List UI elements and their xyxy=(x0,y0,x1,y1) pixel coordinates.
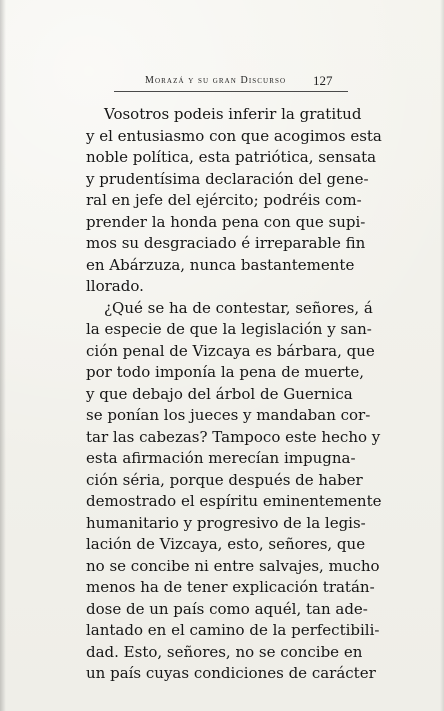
text-line: y el entusiasmo con que acogimos esta xyxy=(86,126,382,145)
text-line: demostrado el espíritu eminentemente xyxy=(86,492,382,510)
text-line: llorado. xyxy=(86,277,144,295)
page-binding-shadow xyxy=(0,0,6,711)
text-line: Vosotros podeis inferir la gratitud xyxy=(104,105,362,123)
text-line: noble política, esta patriótica, sensata xyxy=(86,148,377,166)
text-line: tar las cabezas? Tampoco este hecho y xyxy=(86,427,381,446)
body-text xyxy=(86,104,382,685)
text-line: ral en jefe del ejército; podréis com- xyxy=(86,191,362,209)
text-line: un país cuyas condiciones de carácter xyxy=(86,664,376,682)
text-line: y que debajo del árbol de Guernica xyxy=(86,384,353,403)
text-line: en Abárzuza, nunca bastantemente xyxy=(86,255,355,274)
text-line: lación de Vizcaya, esto, señores, que xyxy=(86,535,366,553)
text-line: dose de un país como aquél, tan ade- xyxy=(86,599,368,618)
text-line: ¿Qué se ha de contestar, señores, á xyxy=(104,298,373,317)
text-line: se ponían los jueces y mandaban cor- xyxy=(86,406,371,424)
running-title: Morazá y su gran Discurso xyxy=(145,75,287,86)
text-line: ción penal de Vizcaya es bárbara, que xyxy=(86,341,375,360)
text-line: por todo imponía la pena de muerte, xyxy=(86,363,365,381)
running-header xyxy=(130,73,350,91)
text-line: y prudentísima declaración del gene- xyxy=(86,169,369,188)
text-line: lantado en el camino de la perfectibili- xyxy=(86,621,380,639)
text-line: humanitario y progresivo de la legis- xyxy=(86,513,366,532)
text-line: ción séria, porque después de haber xyxy=(86,470,363,489)
text-line: dad. Esto, señores, no se concibe en xyxy=(86,642,363,661)
header-rule xyxy=(114,91,348,92)
text-line: la especie de que la legislación y san- xyxy=(86,320,372,338)
text-line: menos ha de tener explicación tratán- xyxy=(86,578,375,596)
text-line: no se concibe ni entre salvajes, mucho xyxy=(86,556,380,575)
page-number: 127 xyxy=(313,73,333,88)
text-line: mos su desgraciado é irreparable fin xyxy=(86,234,366,252)
page-edge-shadow xyxy=(440,0,444,711)
text-line: esta afirmación merecían impugna- xyxy=(86,449,356,467)
text-line: prender la honda pena con que supi- xyxy=(86,212,366,231)
